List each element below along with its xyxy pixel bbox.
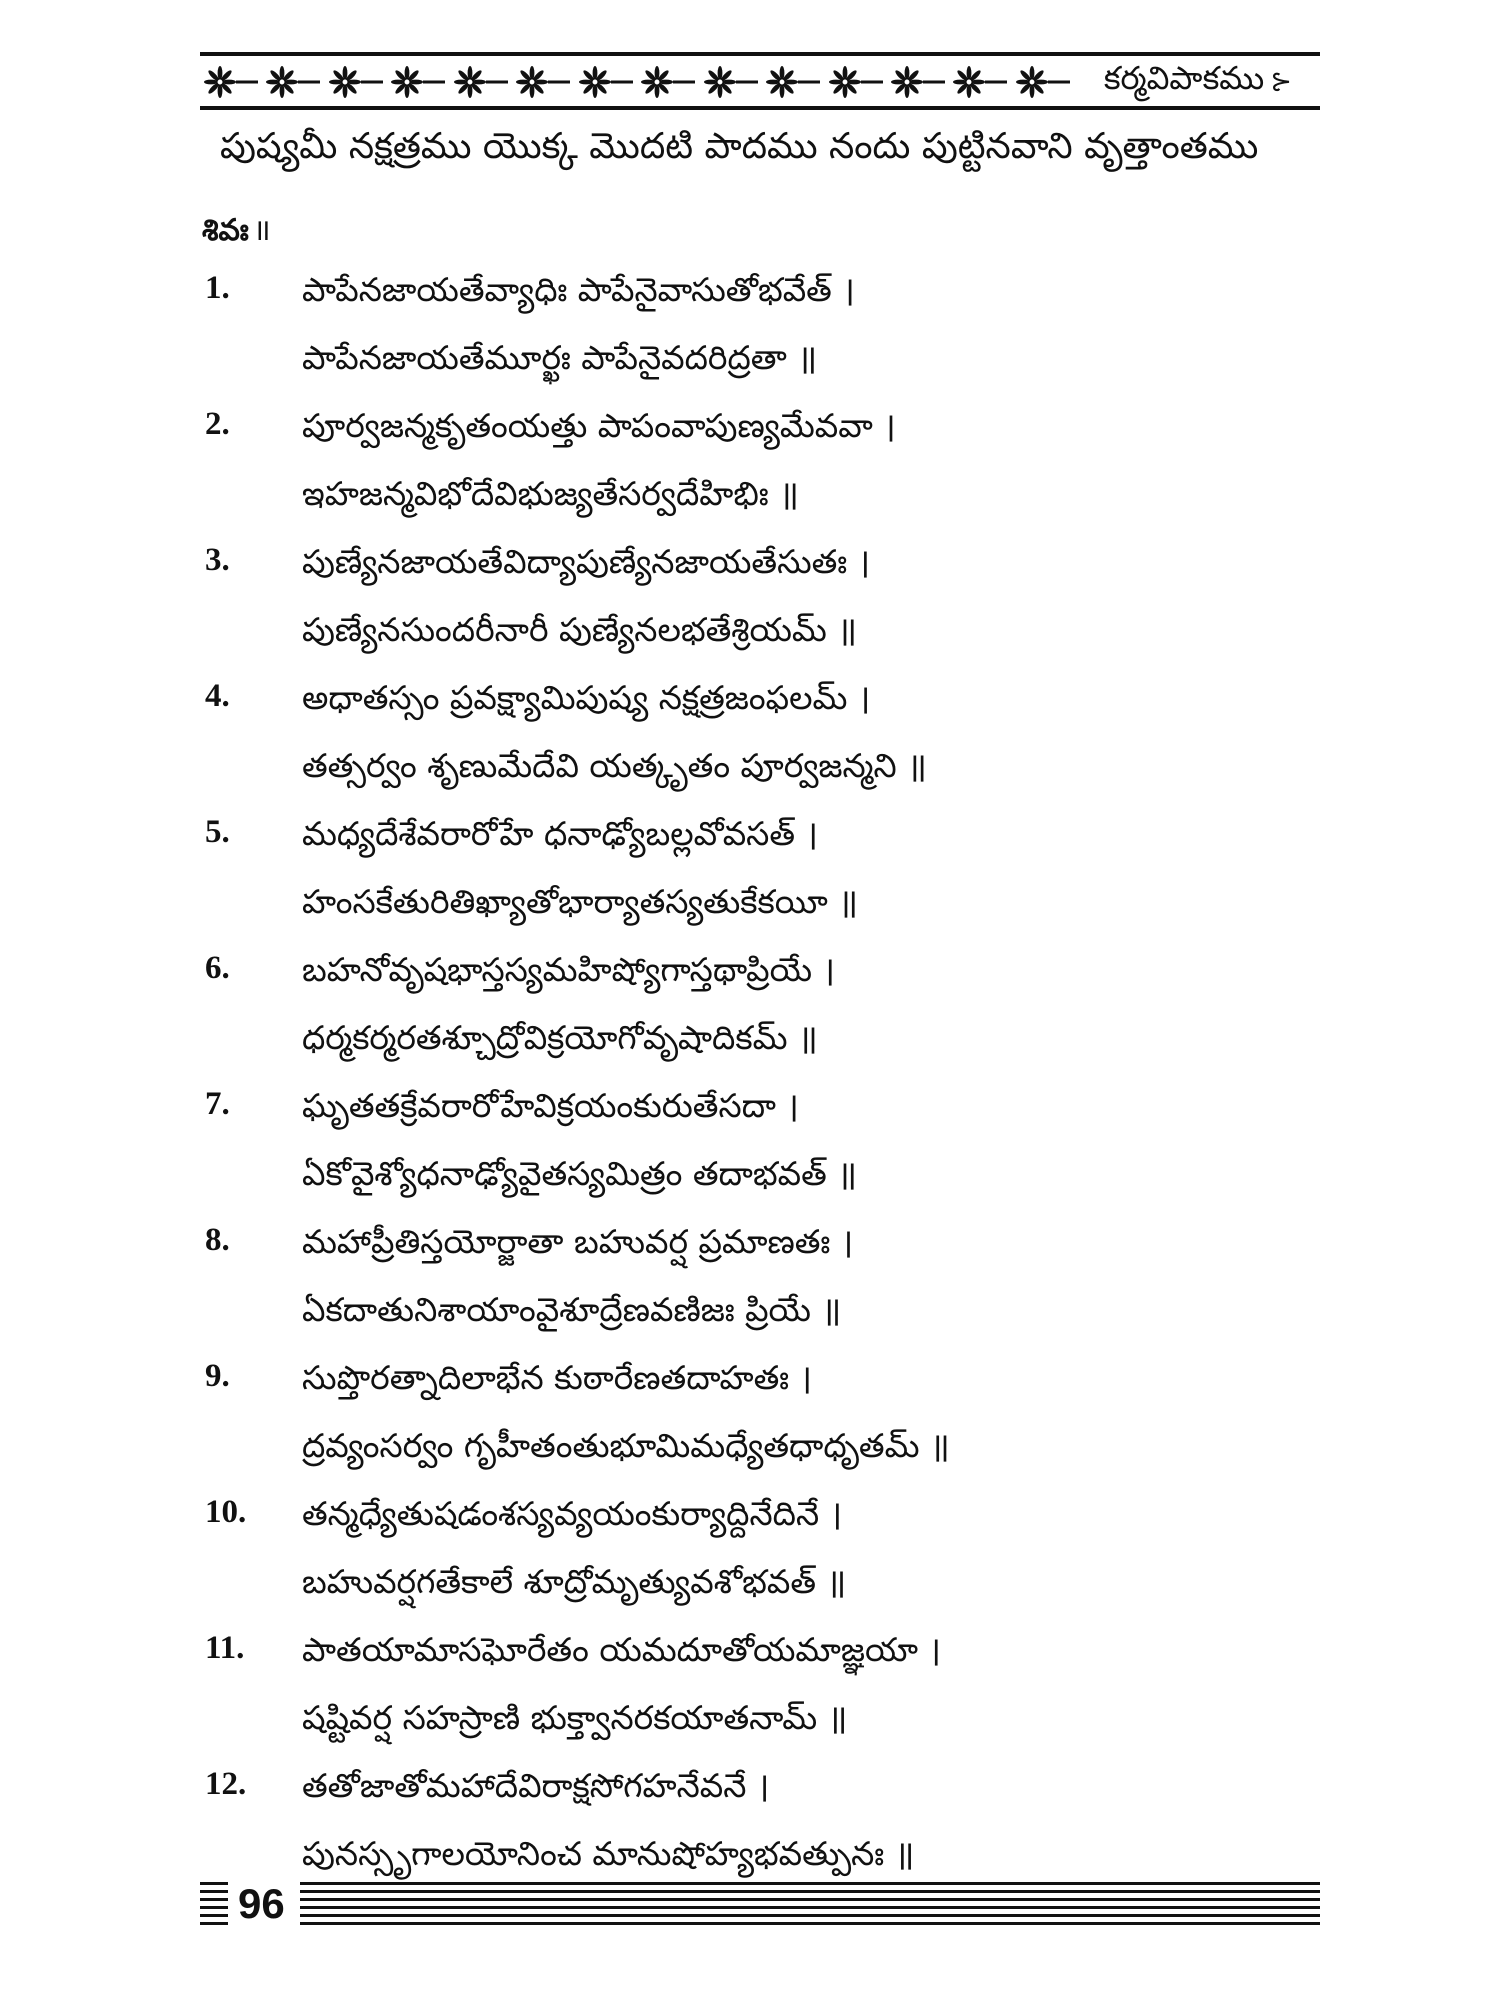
verse-line: ఏకదాతునిశాయాంవైశూద్రేణవణిజః ప్రియే ॥ (302, 1290, 842, 1329)
book-title-text: కర్మవిపాకము (1103, 59, 1265, 97)
footer-left-rules (200, 1882, 228, 1930)
page-number: 96 (238, 1880, 285, 1927)
verse-line: ద్రవ్యంసర్వం గృహీతంతుభూమిమధ్యేతధాధృతమ్ ॥ (302, 1426, 950, 1465)
verse-number: 2. (205, 406, 230, 442)
verse-number: 10. (205, 1494, 247, 1530)
verse-line: పుణ్యేనసుందరీనారీ పుణ్యేనలభతేశ్రియమ్ ॥ (302, 610, 858, 649)
verse-line: తతోజాతోమహాదేవిరాక్షసోగహనేవనే । (302, 1766, 770, 1805)
verse-number: 11. (205, 1630, 245, 1666)
verse-number: 3. (205, 542, 230, 578)
verse-line: ఇహజన్మవిభోదేవిభుజ్యతేసర్వదేహిభిః ॥ (302, 474, 799, 513)
verse-line: బహువర్షగతేకాలే శూద్రోమృత్యువశోభవత్ ॥ (302, 1562, 847, 1601)
verse-line: పాపేనజాయతేవ్యాధిః పాపేనైవాసుతోభవేత్ । (302, 270, 855, 309)
verse-line: హంసకేతురితిఖ్యాతోభార్యాతస్యతుకేకయీ ॥ (302, 882, 859, 921)
verse-line: ఏకోవైశ్యోధనాఢ్యోవైతస్యమిత్రం తదాభవత్ ॥ (302, 1154, 858, 1193)
verse-number: 8. (205, 1222, 230, 1258)
verse-line: మధ్యదేశేవరారోహే ధనాఢ్యోబల్లవోవసత్ । (302, 814, 819, 853)
verse-number: 6. (205, 950, 230, 986)
verse-line: పాపేనజాయతేమూర్ఖః పాపేనైవదరిద్రతా ॥ (302, 338, 818, 377)
verse-number: 4. (205, 678, 230, 714)
verse-line: సుప్తొరత్నాదిలాభేన కుఠారేణతదాహతః । (302, 1358, 813, 1397)
book-title-ornament: ⊱ (1270, 67, 1292, 97)
speaker-mark: ॥ (252, 213, 271, 248)
verse-number: 9. (205, 1358, 230, 1394)
verse-line: ధర్మకర్మరతశ్చూద్రోవిక్రయోగోవృషాదికమ్ ॥ (302, 1018, 818, 1057)
verse-line: పాతయామాసఘోరేతం యమదూతోయమాజ్ఞయా । (302, 1630, 942, 1669)
verse-line: తత్సర్వం శృణుమేదేవి యత్కృతం పూర్వజన్మని ॥ (302, 746, 927, 785)
verse-line: అధాతస్సం ప్రవక్ష్యామిపుష్య నక్షత్రజంఫలమ్ । (302, 678, 871, 717)
verse-line: మహాప్రీతిస్తయోర్జాతా బహువర్ష ప్రమాణతః । (302, 1222, 854, 1261)
verse-line: బహనోవృషభాస్తస్యమహిష్యోగాస్తథాప్రియే । (302, 950, 836, 989)
verse-number: 12. (205, 1766, 247, 1802)
verse-line: ఘృతతక్రేవరారోహేవిక్రయంకురుతేసదా । (302, 1086, 799, 1125)
verse-line: పూర్వజన్మకృతంయత్తు పాపంవాపుణ్యమేవవా । (302, 406, 896, 445)
chapter-subtitle: పుష్యమీ నక్షత్రము యొక్క మొదటి పాదము నందు పుట్టినవాని వృత్తాంతము (220, 126, 1259, 167)
verse-number: 5. (205, 814, 230, 850)
footer-rules (300, 1882, 1320, 1930)
verse-line: షష్టివర్ష సహస్రాణి భుక్త్వానరకయాతనామ్ ॥ (302, 1698, 848, 1737)
speaker-name: శివః (202, 213, 249, 248)
verse-line: తన్మధ్యేతుషడంశస్యవ్యయంకుర్యాద్దినేదినే । (302, 1494, 843, 1533)
verse-line: పుణ్యేనజాయతేవిద్యాపుణ్యేనజాయతేసుతః । (302, 542, 871, 581)
verse-line: పునస్సృగాలయోనించ మానుషోహ్యభవత్పునః ॥ (302, 1834, 915, 1873)
verse-number: 7. (205, 1086, 230, 1122)
verse-number: 1. (205, 270, 230, 306)
page-footer (200, 1878, 1320, 1934)
